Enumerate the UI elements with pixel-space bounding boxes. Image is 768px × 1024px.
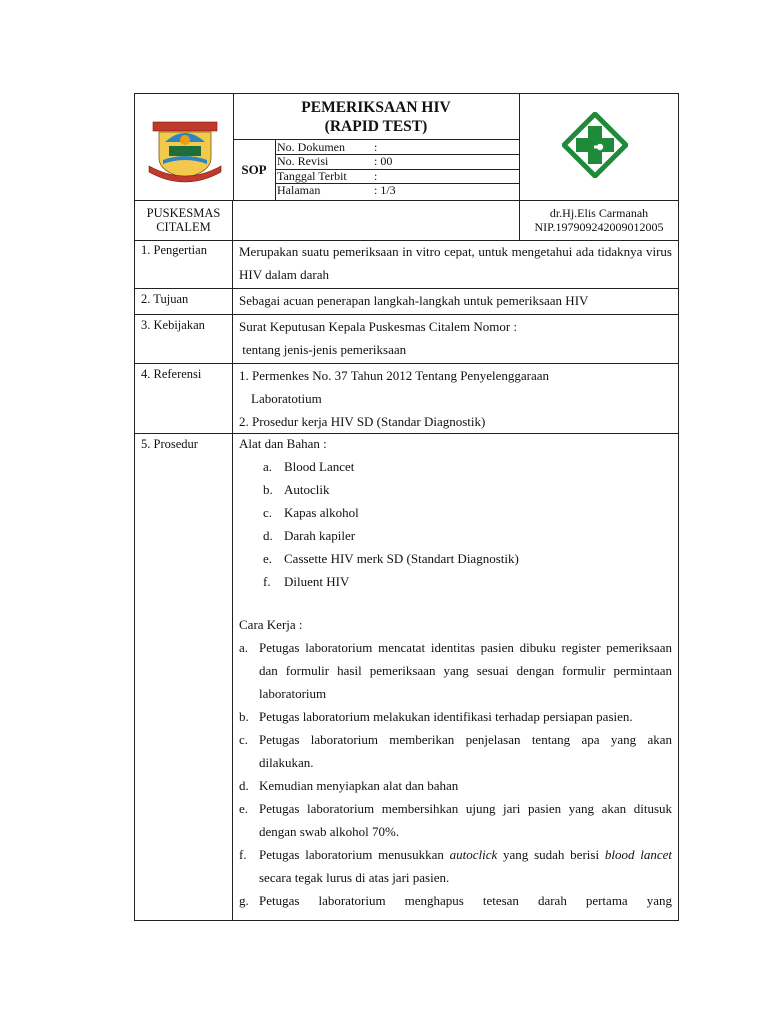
puskesmas-cross-icon xyxy=(562,112,628,178)
materials-list xyxy=(239,455,672,593)
meta-row-document-number xyxy=(276,140,519,154)
list-marker: f. xyxy=(263,574,271,589)
section-label: 1. Pengertian xyxy=(135,240,233,288)
puskesmas-logo-cell xyxy=(520,94,678,200)
head-name: dr.Hj.Elis Carmanah xyxy=(549,206,649,220)
meta-value: : xyxy=(374,169,378,183)
section-content: Sebagai acuan penerapan langkah-langkah untuk pemeriksaan HIV xyxy=(239,293,589,308)
step-text: Petugas laboratorium membersihkan ujung jari pasien yang akan ditusuk dengan swab alkohol 70%. xyxy=(259,801,672,839)
section-kebijakan xyxy=(135,315,678,364)
reference-line-1: 1. Permenkes No. 37 Tahun 2012 Tentang Penyelenggaraan xyxy=(239,368,549,383)
step-marker: a. xyxy=(239,640,249,655)
meta-key: No. Dokumen xyxy=(277,140,345,154)
list-item xyxy=(239,570,672,593)
policy-line-2: tentang jenis-jenis pemeriksaan xyxy=(239,342,407,357)
step-item xyxy=(239,636,672,705)
section-content xyxy=(234,364,678,433)
organization-name-line-1: PUSKESMAS xyxy=(146,206,221,220)
title-cell xyxy=(233,94,520,200)
step-text: Petugas laboratorium menghapus tetesan darah pertama yang xyxy=(259,893,672,908)
list-item-text: Darah kapiler xyxy=(284,528,356,543)
document-header xyxy=(135,94,678,201)
list-item-text: Diluent HIV xyxy=(284,574,350,589)
step-item xyxy=(239,797,672,843)
list-marker: c. xyxy=(263,505,273,520)
step-text: Petugas laboratorium melakukan identifikasi terhadap persiapan pasien. xyxy=(259,709,633,724)
meta-row-revision xyxy=(276,154,519,168)
step-marker: d. xyxy=(239,778,249,793)
steps-list xyxy=(239,636,672,912)
sop-label: SOP xyxy=(233,140,276,200)
list-item xyxy=(239,547,672,570)
section-label: 3. Kebijakan xyxy=(135,315,233,363)
regency-crest-icon xyxy=(145,116,225,186)
step-marker: f. xyxy=(239,847,247,862)
section-content xyxy=(234,432,678,912)
step-text-emphasis: blood lancet xyxy=(604,847,672,862)
list-item-text: Autoclik xyxy=(284,482,330,497)
step-marker: e. xyxy=(239,801,249,816)
step-text-emphasis: autoclick xyxy=(449,847,498,862)
step-text-mid: yang sudah berisi xyxy=(497,847,605,862)
list-marker: d. xyxy=(263,528,273,543)
step-text-post: secara tegak lurus di atas jari pasien. xyxy=(259,870,450,885)
step-item xyxy=(239,774,672,797)
policy-line-1: Surat Keputusan Kepala Puskesmas Citalem Nomor : xyxy=(239,319,518,334)
reference-line-3: 2. Prosedur kerja HIV SD (Standar Diagnostik) xyxy=(239,414,486,429)
section-content xyxy=(234,315,678,361)
step-text: Kemudian menyiapkan alat dan bahan xyxy=(259,778,459,793)
list-marker: a. xyxy=(263,459,273,474)
list-marker: e. xyxy=(263,551,273,566)
section-label: 5. Prosedur xyxy=(135,434,233,921)
meta-value: : 1/3 xyxy=(374,183,396,197)
spacer xyxy=(239,593,672,613)
list-item-text: Cassette HIV merk SD (Standart Diagnostik) xyxy=(284,551,519,566)
title-line-1: PEMERIKSAAN HIV xyxy=(301,99,451,116)
meta-key: Tanggal Terbit xyxy=(277,169,347,183)
list-item xyxy=(239,478,672,501)
section-tujuan xyxy=(135,289,678,315)
meta-value: : xyxy=(374,140,378,154)
empty-cell xyxy=(233,200,520,240)
meta-key: No. Revisi xyxy=(277,154,329,168)
step-item xyxy=(239,728,672,774)
step-item xyxy=(239,705,672,728)
list-item-text: Blood Lancet xyxy=(284,459,355,474)
step-item xyxy=(239,843,672,889)
step-item xyxy=(239,889,672,912)
sop-document xyxy=(134,93,679,921)
list-marker: b. xyxy=(263,482,273,497)
step-text: Petugas laboratorium memberikan penjelasan tentang apa yang akan dilakukan. xyxy=(259,732,672,770)
steps-heading: Cara Kerja : xyxy=(239,617,303,632)
section-prosedur xyxy=(135,434,678,921)
section-pengertian xyxy=(135,240,678,289)
title-line-2: (RAPID TEST) xyxy=(324,118,428,135)
step-marker: b. xyxy=(239,709,249,724)
section-label: 2. Tujuan xyxy=(135,289,233,314)
list-item xyxy=(239,501,672,524)
section-referensi xyxy=(135,364,678,434)
list-item xyxy=(239,524,672,547)
organization-name xyxy=(135,200,233,240)
organization-row xyxy=(135,200,678,241)
meta-row-page xyxy=(276,183,519,197)
meta-key: Halaman xyxy=(277,183,321,197)
list-item xyxy=(239,455,672,478)
section-label: 4. Referensi xyxy=(135,364,233,433)
head-nip: NIP.197909242009012005 xyxy=(534,220,664,234)
step-marker: g. xyxy=(239,893,249,908)
regency-logo-cell xyxy=(135,94,234,200)
reference-line-2: Laboratotium xyxy=(251,391,322,406)
step-text-pre: Petugas laboratorium menusukkan xyxy=(259,847,450,862)
section-content: Merupakan suatu pemeriksaan in vitro cepat, untuk mengetahui ada tidaknya virus HIV dalam darah xyxy=(239,244,672,282)
step-marker: c. xyxy=(239,732,249,747)
meta-row-issue-date xyxy=(276,169,519,183)
document-title xyxy=(233,94,519,140)
list-item-text: Kapas alkohol xyxy=(284,505,359,520)
organization-name-line-2: CITALEM xyxy=(156,220,211,234)
step-text: Petugas laboratorium mencatat identitas pasien dibuku register pemeriksaan dan formulir hasil pemeriksaan yang sesuai dengan formulir permintaan laboratorium xyxy=(259,640,672,701)
head-of-puskesmas xyxy=(520,200,678,240)
materials-heading: Alat dan Bahan : xyxy=(239,436,327,451)
meta-value: : 00 xyxy=(374,154,393,168)
